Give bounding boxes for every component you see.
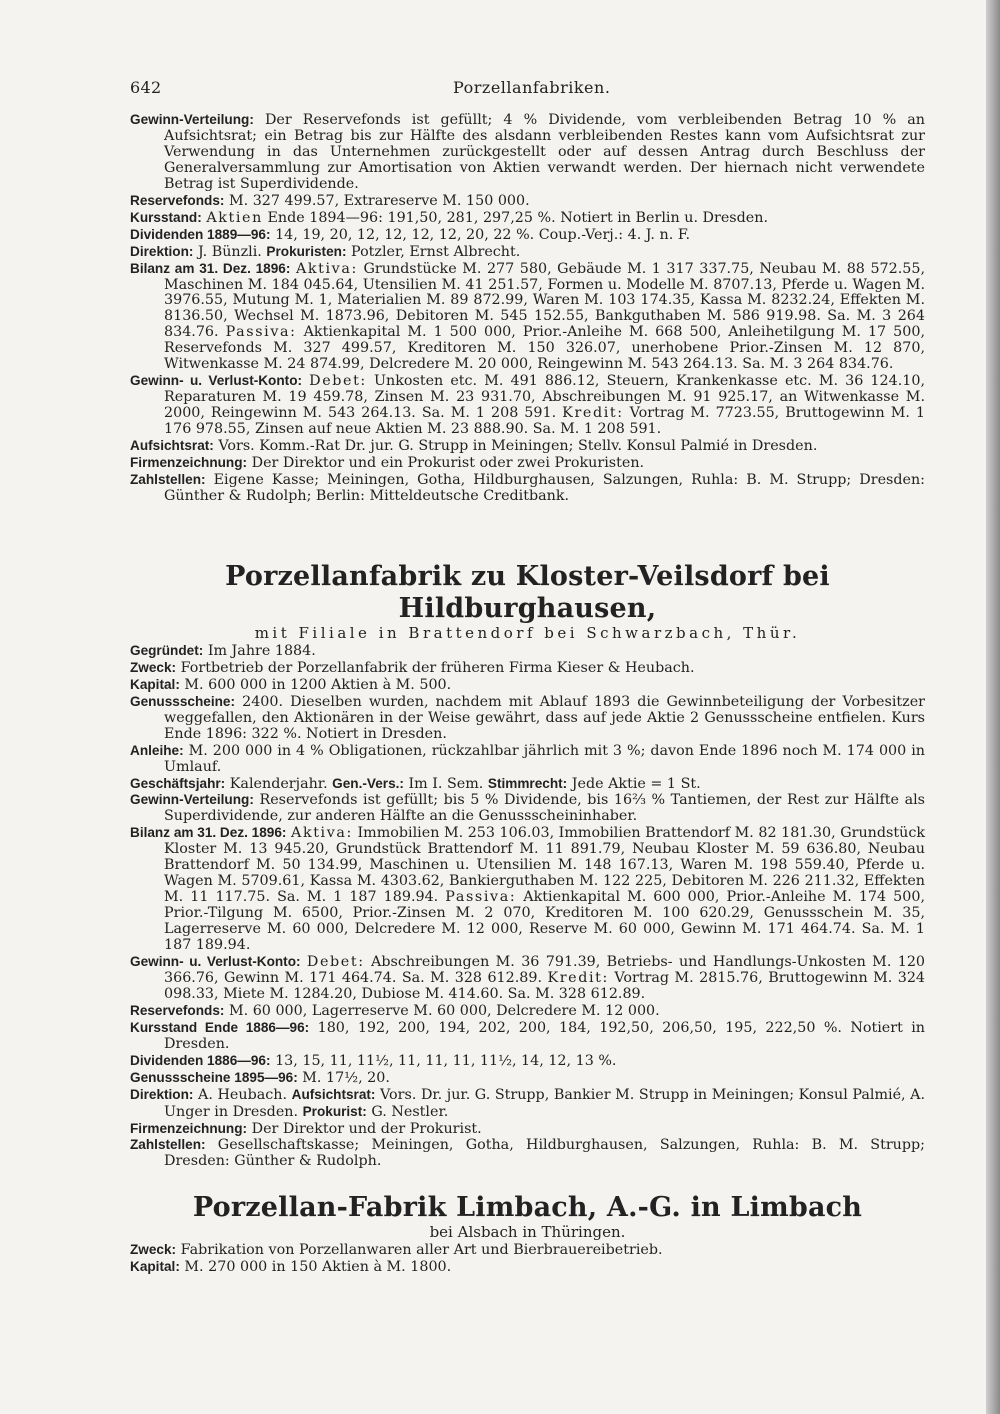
entry-kursstand: Kursstand: Aktien Ende 1894—96: 191,50, 281, 297,25 %. Notiert in Berlin u. Dresden. [130,209,769,226]
section-spacer [130,1170,925,1192]
section-continued-entry [130,112,925,505]
entry-firmenzeichnung: Firmenzeichnung: Der Direktor und der Prokurist. [130,1120,482,1137]
entry-direktion: Direktion: A. Heubach. Aufsichtsrat: Vors. Dr. jur. G. Strupp, Bankier M. Strupp in Meiningen; Konsul Palmié, A. Unger in Dresden. Prokurist: G. Nestler. [130,1086,926,1120]
entry-genussscheine-kurs: Genussscheine 1895—96: M. 17½, 20. [130,1069,390,1086]
company-subtitle: bei Alsbach in Thüringen. [429,1223,626,1242]
entry-dividenden: Dividenden 1889—96: 14, 19, 20, 12, 12, 12, 12, 20, 22 %. Coup.-Verj.: 4. J. n. F. [130,226,691,243]
entry-gegruendet: Gegründet: Im Jahre 1884. [130,642,316,659]
entry-reservefonds: Reservefonds: M. 327 499.57, Extrareserve M. 150 000. [130,192,530,209]
entry-geschaeftsjahr: Geschäftsjahr: Kalenderjahr. Gen.-Vers.: Im I. Sem. Stimmrecht: Jede Aktie = 1 St. [130,775,701,792]
page-number: 642 [130,78,162,97]
entry-direktion: Direktion: J. Bünzli. Prokuristen: Potzler, Ernst Albrecht. [130,243,521,260]
section-limbach [130,1192,925,1276]
page-header [130,78,925,112]
entry-gewinn-verteilung: Gewinn-Verteilung: Reservefonds ist gefüllt; bis 5 % Dividende, bis 16⅔ % Tantiemen, der Rest zur Hälfte als Superdividende, zur anderen Hälfte an die Genussscheininhaber. [130,792,926,825]
entry-firmenzeichnung: Firmenzeichnung: Der Direktor und ein Prokurist oder zwei Prokuristen. [130,455,645,472]
entry-kapital: Kapital: M. 270 000 in 150 Aktien à M. 1800. [130,1259,452,1276]
entry-kapital: Kapital: M. 600 000 in 1200 Aktien à M. 500. [130,676,452,693]
entry-zweck: Zweck: Fortbetrieb der Porzellanfabrik der früheren Firma Kieser & Heubach. [130,659,695,676]
entry-gewinn-verlust-konto: Gewinn- u. Verlust-Konto: Debet: Unkosten etc. M. 491 886.12, Steuern, Krankenkasse etc. M. 36 124.10, Reparaturen M. 19 459.78, Zinsen M. 23 931.70, Abschreibungen M. 91 925.17, an Witwenkasse M. 2000, Reingewinn M. 543 264.13. Sa. M. 1 208 591. Kredit: Vortrag M. 7723.55, Bruttogewinn M. 1 176 978.55, Zinsen auf neue Aktien M. 23 888.90. Sa. M. 1 208 591. [130,373,926,438]
entry-kursstand: Kursstand Ende 1886—96: 180, 192, 200, 194, 202, 200, 184, 192,50, 206,50, 195, 222,50 %. Notiert in Dresden. [130,1019,925,1052]
section-kloster-veilsdorf [130,561,925,1171]
entry-zweck: Zweck: Fabrikation von Porzellanwaren aller Art und Bierbrauereibetrieb. [130,1242,663,1259]
entry-gewinn-verlust-konto: Gewinn- u. Verlust-Konto: Debet: Abschreibungen M. 36 791.39, Betriebs- und Handlungs-Unkosten M. 120 366.76, Gewinn M. 171 464.74. Sa. M. 328 612.89. Kredit: Vortrag M. 2815.76, Bruttogewinn M. 324 098.33, Miete M. 1284.20, Dubiose M. 414.60. Sa. M. 328 612.89. [130,953,926,1002]
entry-bilanz: Bilanz am 31. Dez. 1896: Aktiva: Grundstücke M. 277 580, Gebäude M. 1 317 337.75, Neubau M. 88 572.55, Maschinen M. 184 045.64, Utensilien M. 41 251.57, Formen u. Modelle M. 8707.13, Pferde u. Wagen M. 3976.55, Mutung M. 1, Materialien M. 89 872.99, Waren M. 103 174.35, Kassa M. 8232.24, Effekten M. 8136.50, Wechsel M. 1873.96, Debitoren M. 545 152.55, Bankguthaben M. 586 919.98. Sa. M. 3 264 834.76. Passiva: Aktienkapital M. 1 500 000, Prior.-Anleihe M. 668 500, Anleihetilgung M. 17 500, Reservefonds M. 327 499.57, Kreditoren M. 150 326.07, unerhobene Prior.-Zinsen M. 12 870, Witwenkasse M. 24 874.99, Delcredere M. 20 000, Reingewinn M. 543 264.13. Sa. M. 3 264 834.76. [130,260,926,373]
entry-zahlstellen: Zahlstellen: Eigene Kasse; Meiningen, Gotha, Hildburghausen, Salzungen, Ruhla: B. M. Strupp; Dresden: Günther & Rudolph; Berlin: Mitteldeutsche Creditbank. [130,471,925,504]
entry-zahlstellen: Zahlstellen: Gesellschaftskasse; Meiningen, Gotha, Hildburghausen, Salzungen, Ruhla: B. M. Strupp; Dresden: Günther & Rudolph. [130,1137,926,1170]
entry-reservefonds: Reservefonds: M. 60 000, Lagerreserve M. 60 000, Delcredere M. 12 000. [130,1002,660,1019]
entry-bilanz: Bilanz am 31. Dez. 1896: Aktiva: Immobilien M. 253 106.03, Immobilien Brattendorf M. 82 181.30, Grundstück Kloster M. 13 945.20, Grundstück Brattendorf M. 11 891.79, Neubau Kloster M. 59 636.80, Neubau Brattendorf M. 50 134.99, Maschinen u. Utensilien M. 148 167.13, Waren M. 198 559.40, Pferde u. Wagen M. 5709.61, Kassa M. 4303.62, Bankierguthaben M. 122 225, Debitoren M. 226 211.32, Effekten M. 11 117.75. Sa. M. 1 187 189.94. Passiva: Aktienkapital M. 600 000, Prior.-Anleihe M. 174 500, Prior.-Tilgung M. 6500, Prior.-Zinsen M. 2 070, Kreditoren M. 100 620.29, Genussschein M. 35, Lagerreserve M. 60 000, Delcredere M. 12 000, Reserve M. 60 000, Gewinn M. 171 464.74. Sa. M. 1 187 189.94. [130,825,926,954]
section-spacer [130,505,925,561]
company-title: Porzellanfabrik zu Kloster-Veilsdorf bei Hildburghausen, [225,560,830,624]
entry-gewinn-verteilung: Gewinn-Verteilung: Der Reservefonds ist gefüllt; 4 % Dividende, vom verbleibenden Betrag 10 % an Aufsichtsrat; ein Betrag bis zur Hälfte des alsdann verbleibenden Restes kann vom Aufsichtsrat zur Verwendung in das Unternehmen zurückgestellt oder auf dessen Antrag durch Beschluss der Generalversammlung zur Amortisation von Aktien verwandt werden. Der hiernach nicht verwendete Betrag ist Superdividende. [130,112,925,192]
company-title: Porzellan-Fabrik Limbach, A.-G. in Limbach [192,1192,863,1224]
entry-anleihe: Anleihe: M. 200 000 in 4 % Obligationen, rückzahlbar jährlich mit 3 %; davon Ende 1896 noch M. 174 000 in Umlauf. [130,742,925,775]
entry-aufsichtsrat: Aufsichtsrat: Vors. Komm.-Rat Dr. jur. G. Strupp in Meiningen; Stellv. Konsul Palmié in Dresden. [130,438,818,455]
document-page [130,78,925,1276]
scan-page-edge [986,0,1000,1414]
running-head: Porzellanfabriken. [453,78,611,97]
entry-dividenden: Dividenden 1886—96: 13, 15, 11, 11½, 11, 11, 11, 11½, 14, 12, 13 %. [130,1052,617,1069]
entry-genussscheine: Genussscheine: 2400. Dieselben wurden, nachdem mit Ablauf 1893 die Gewinnbeteiligung der Vorbesitzer weggefallen, den Aktionären in der Weise gewährt, dass auf jede Aktie 2 Genussscheine entfielen. Kurs Ende 1896: 322 %. Notiert in Dresden. [130,693,926,742]
company-subtitle: mit Filiale in Brattendorf bei Schwarzbach, Thür. [254,623,801,642]
